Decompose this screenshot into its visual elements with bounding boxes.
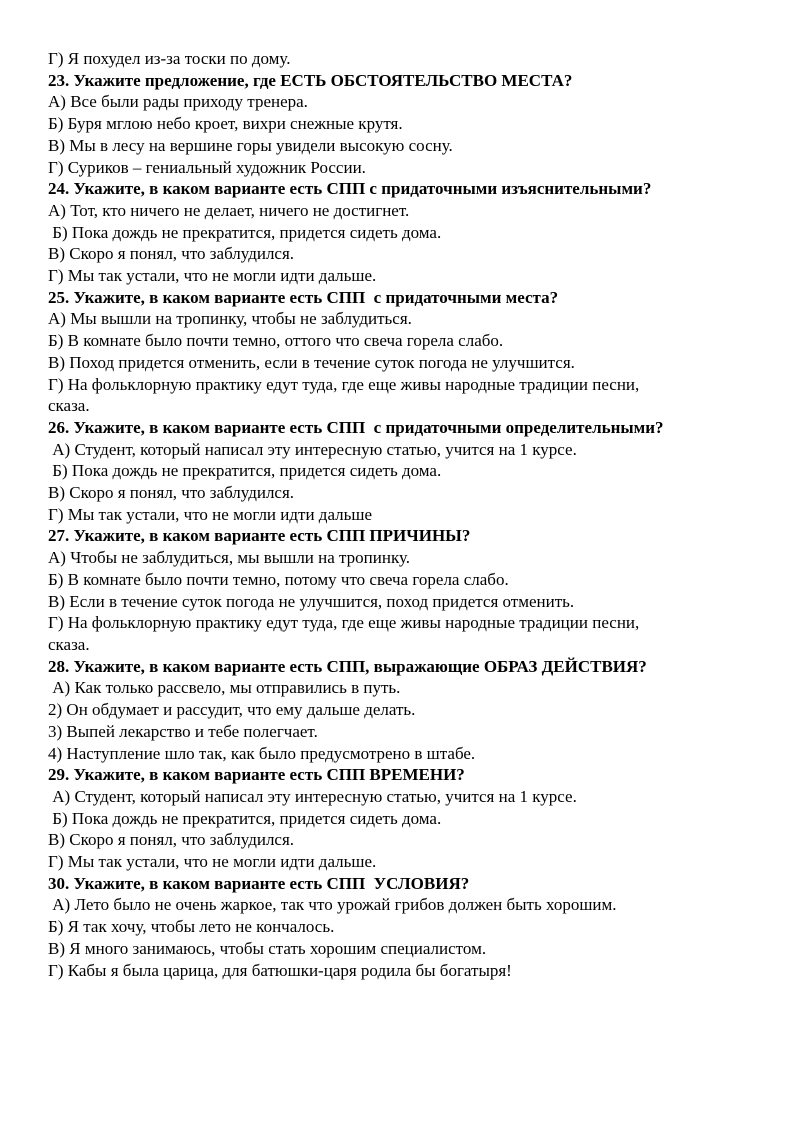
question-heading: 25. Укажите, в каком варианте есть СПП с придаточными места? <box>48 287 559 307</box>
answer-option: В) Мы в лесу на вершине горы увидели высокую сосну. <box>48 135 453 155</box>
question-heading: 24. Укажите, в каком варианте есть СПП с придаточными изъяснительными? <box>48 179 652 199</box>
answer-option: 4) Наступление шло так, как было предусмотрено в штабе. <box>48 743 476 763</box>
answer-option: А) Студент, который написал эту интересную статью, учится на 1 курсе. <box>48 439 577 459</box>
question-heading: 29. Укажите, в каком варианте есть СПП ВРЕМЕНИ? <box>48 765 465 785</box>
answer-option: В) Поход придется отменить, если в течение суток погода не улучшится. <box>48 352 575 372</box>
answer-option: Б) Пока дождь не прекратится, придется сидеть дома. <box>48 222 442 242</box>
answer-option: А) Мы вышли на тропинку, чтобы не заблудиться. <box>48 309 412 329</box>
answer-option: 3) Выпей лекарство и тебе полегчает. <box>48 721 318 741</box>
question-heading: 26. Укажите, в каком варианте есть СПП с придаточными определительными? <box>48 417 664 437</box>
answer-option: В) Если в течение суток погода не улучшится, поход придется отменить. <box>48 591 575 611</box>
answer-option: А) Лето было не очень жаркое, так что урожай грибов должен быть хорошим. <box>48 895 617 915</box>
answer-option: сказа. <box>48 634 90 654</box>
answer-option: Г) На фольклорную практику едут туда, где еще живы народные традиции песни, <box>48 613 640 633</box>
answer-option: Б) Я так хочу, чтобы лето не кончалось. <box>48 917 335 937</box>
answer-option: 2) Он обдумает и рассудит, что ему дальше делать. <box>48 700 416 720</box>
answer-option: Б) Буря мглою небо кроет, вихри снежные крутя. <box>48 114 403 134</box>
answer-option: А) Как только рассвело, мы отправились в путь. <box>48 678 401 698</box>
answer-option: В) Скоро я понял, что заблудился. <box>48 830 295 850</box>
answer-option: Г) Я похудел из-за тоски по дому. <box>48 49 291 68</box>
answer-option: В) Я много занимаюсь, чтобы стать хорошим специалистом. <box>48 938 487 958</box>
answer-option: Б) Пока дождь не прекратится, придется сидеть дома. <box>48 461 442 481</box>
answer-option: Б) Пока дождь не прекратится, придется сидеть дома. <box>48 808 442 828</box>
answer-option: Г) На фольклорную практику едут туда, где еще живы народные традиции песни, <box>48 374 640 394</box>
question-heading: 27. Укажите, в каком варианте есть СПП ПРИЧИНЫ? <box>48 526 471 546</box>
question-heading: 23. Укажите предложение, где ЕСТЬ ОБСТОЯТЕЛЬСТВО МЕСТА? <box>48 70 573 90</box>
question-heading: 28. Укажите, в каком варианте есть СПП, выражающие ОБРАЗ ДЕЙСТВИЯ? <box>48 656 647 676</box>
answer-option: А) Студент, который написал эту интересную статью, учится на 1 курсе. <box>48 786 577 806</box>
answer-option: Г) Мы так устали, что не могли идти дальше <box>48 504 373 524</box>
answer-option: сказа. <box>48 396 90 416</box>
answer-option: Б) В комнате было почти темно, оттого что свеча горела слабо. <box>48 331 504 351</box>
answer-option: А) Чтобы не заблудиться, мы вышли на тропинку. <box>48 548 411 568</box>
answer-option: Б) В комнате было почти темно, потому что свеча горела слабо. <box>48 569 509 589</box>
answer-option: Г) Суриков – гениальный художник России. <box>48 157 366 177</box>
question-heading: 30. Укажите, в каком варианте есть СПП УСЛОВИЯ? <box>48 873 470 893</box>
answer-option: В) Скоро я понял, что заблудился. <box>48 483 295 503</box>
answer-option: Г) Мы так устали, что не могли идти дальше. <box>48 266 377 286</box>
answer-option: Г) Мы так устали, что не могли идти дальше. <box>48 852 377 872</box>
answer-option: В) Скоро я понял, что заблудился. <box>48 244 295 264</box>
answer-option: А) Все были рады приходу тренера. <box>48 92 308 112</box>
answer-option: Г) Кабы я была царица, для батюшки-царя родила бы богатыря! <box>48 960 512 980</box>
answer-option: А) Тот, кто ничего не делает, ничего не достигнет. <box>48 200 410 220</box>
